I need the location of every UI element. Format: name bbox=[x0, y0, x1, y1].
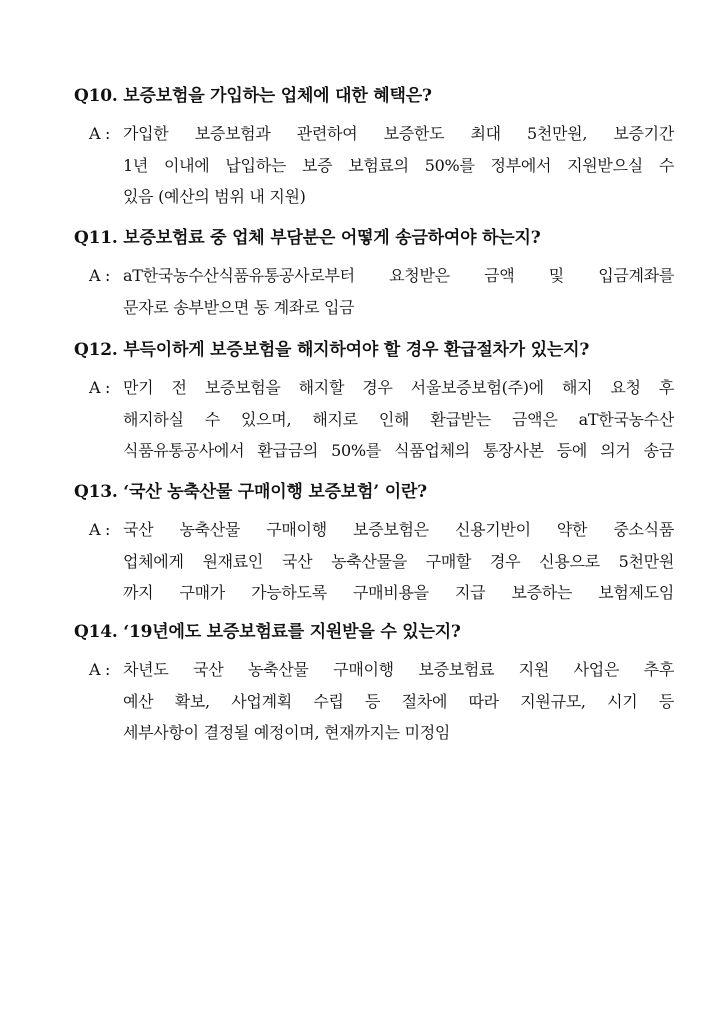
answer-q13 bbox=[74, 514, 674, 609]
answer-line: 까지 구매가 가능하도록 구매비용을 지급 보증하는 보험제도임 bbox=[123, 583, 674, 602]
answer-line: 식품유통공사에서 환급금의 50%를 식품업체의 통장사본 등에 의거 송금 bbox=[123, 441, 674, 460]
answer-line: 세부사항이 결정될 예정이며, 현재까지는 미정임 bbox=[123, 723, 451, 742]
faq-item-q12 bbox=[74, 338, 674, 467]
faq-item-q14 bbox=[74, 620, 674, 749]
question-q11: Q11. 보증보험료 중 업체 부담분은 어떻게 송금하여야 하는지? bbox=[74, 228, 541, 248]
answer-line: aT한국농수산식품유통공사로부터 요청받은 금액 및 입금계좌를 bbox=[123, 266, 674, 285]
answer-line: 만기 전 보증보험을 해지할 경우 서울보증보험(주)에 해지 요청 후 bbox=[123, 378, 674, 397]
answer-line: 있음 (예산의 범위 내 지원) bbox=[123, 187, 306, 206]
answer-line: 문자로 송부받으면 동 계좌로 입금 bbox=[123, 297, 355, 317]
faq-item-q11 bbox=[74, 226, 674, 323]
question-q12: Q12. 부득이하게 보증보험을 해지하여야 할 경우 환급절차가 있는지? bbox=[74, 340, 590, 360]
faq-item-q10 bbox=[74, 84, 674, 213]
answer-marker: A : bbox=[89, 520, 111, 539]
answer-q14 bbox=[74, 654, 674, 749]
answer-line: 가입한 보증보험과 관련하여 보증한도 최대 5천만원, 보증기간 bbox=[123, 124, 674, 143]
answer-marker: A : bbox=[89, 266, 111, 285]
question-q13: Q13. ‘국산 농축산물 구매이행 보증보험’ 이란? bbox=[74, 482, 427, 502]
answer-marker: A : bbox=[89, 378, 111, 397]
answer-line: 업체에게 원재료인 국산 농축산물을 구매할 경우 신용으로 5천만원 bbox=[123, 551, 674, 571]
answer-marker: A : bbox=[89, 660, 111, 679]
answer-q12 bbox=[74, 372, 674, 467]
answer-q10 bbox=[74, 118, 674, 213]
answer-line: 국산 농축산물 구매이행 보증보험은 신용기반이 약한 중소식품 bbox=[123, 520, 674, 539]
answer-line: 1년 이내에 납입하는 보증 보험료의 50%를 정부에서 지원받으실 수 bbox=[123, 155, 674, 175]
answer-line: 차년도 국산 농축산물 구매이행 보증보험료 지원 사업은 추후 bbox=[123, 660, 674, 679]
answer-marker: A : bbox=[89, 124, 111, 143]
question-q14: Q14. ‘19년에도 보증보험료를 지원받을 수 있는지? bbox=[74, 622, 461, 642]
answer-line: 해지하실 수 있으며, 해지로 인해 환급받는 금액은 aT한국농수산 bbox=[123, 409, 674, 429]
answer-q11 bbox=[74, 260, 674, 323]
answer-line: 예산 확보, 사업계획 수립 등 절차에 따라 지원규모, 시기 등 bbox=[123, 691, 674, 711]
faq-item-q13 bbox=[74, 480, 674, 609]
question-q10: Q10. 보증보험을 가입하는 업체에 대한 혜택은? bbox=[74, 86, 432, 106]
